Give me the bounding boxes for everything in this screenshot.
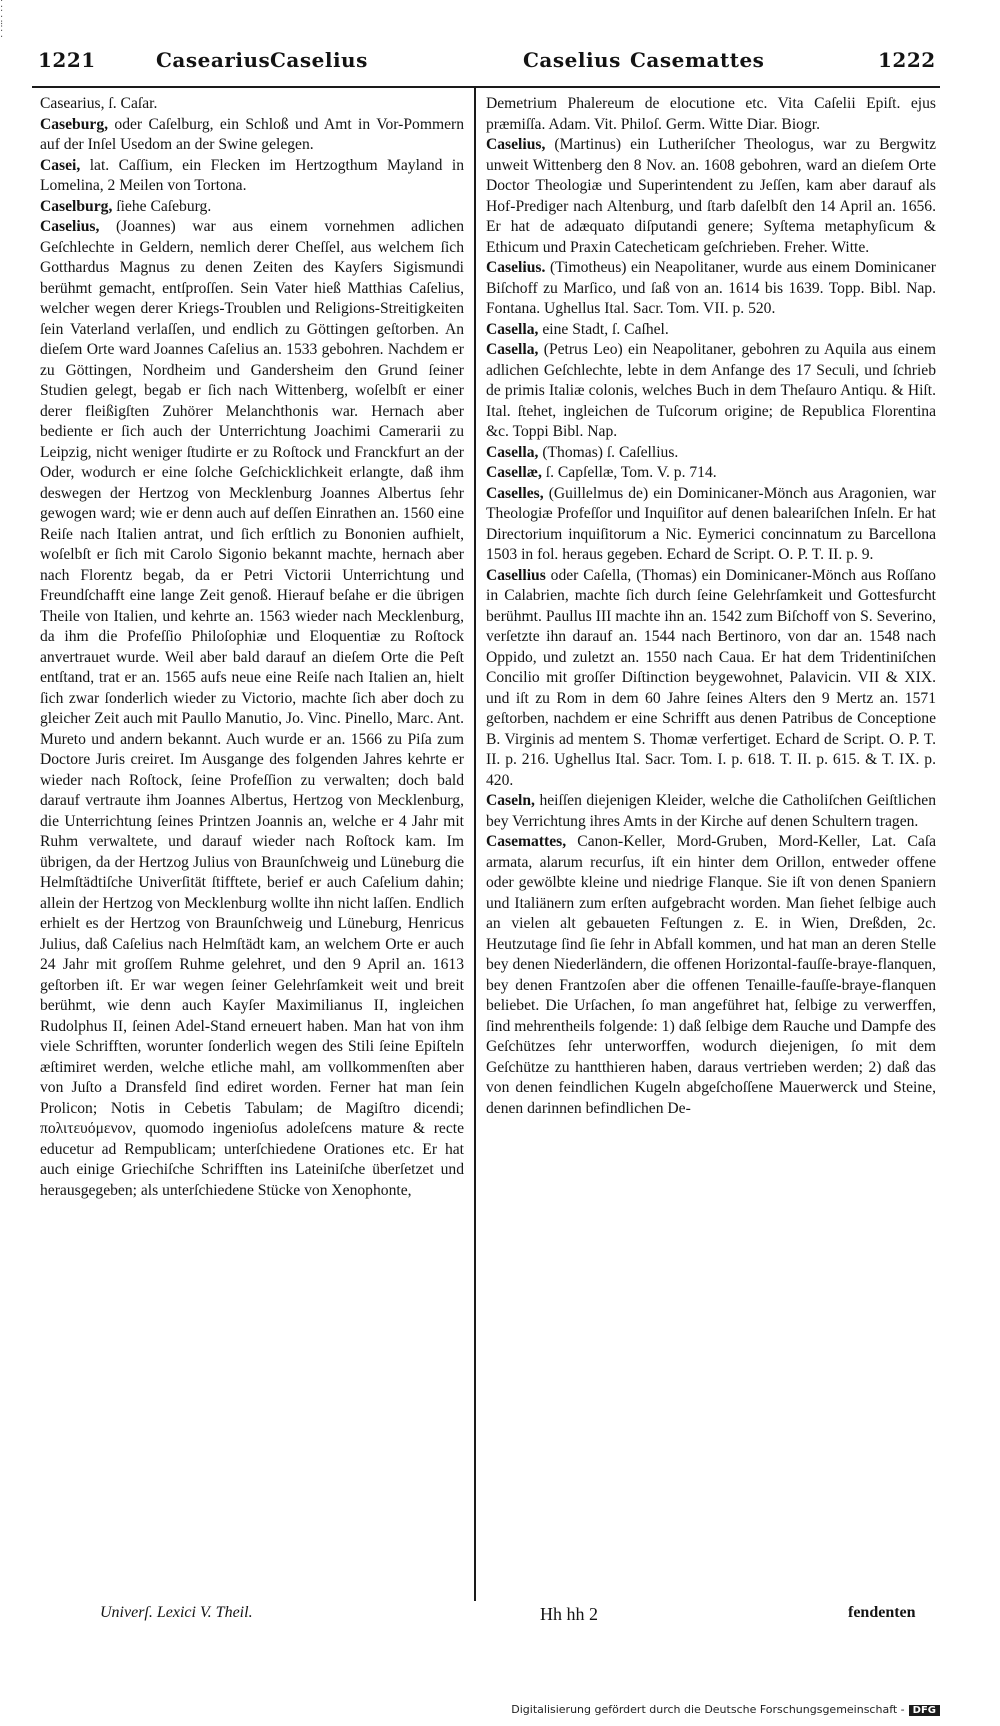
entry-text: (Timotheus) ein Neapolitaner, wurde aus einem Dominicaner Biſchoff zu Marſico, und ſaß von an. 1614 bis 1639. Topp. Bibl. Nap. Fontana. Ughellus Ital. Sacr. Tom. VII. p. 520. xyxy=(486,259,936,317)
entry-casei xyxy=(40,156,464,197)
gathering-mark: Hh hh 2 xyxy=(540,1604,598,1624)
entry-lemma: Caseln, xyxy=(486,792,535,809)
header-left-term-2: Caselius xyxy=(270,48,368,72)
catchword: fendenten xyxy=(848,1604,916,1621)
dfg-logo: DFG xyxy=(909,1705,940,1716)
entry-lemma: Casella, xyxy=(486,341,539,358)
entry-caselburg xyxy=(40,197,464,218)
header-right-term-2: Casemattes xyxy=(630,48,765,72)
entry-continuation xyxy=(486,94,936,135)
entry-caselius-joannes xyxy=(40,217,464,1201)
entry-caselius-martinus xyxy=(486,135,936,258)
entry-casella-stadt xyxy=(486,320,936,341)
entry-text: eine Stadt, ſ. Caſhel. xyxy=(542,320,669,338)
entry-lemma: Caselles, xyxy=(486,484,544,502)
entry-text: (Petrus Leo) ein Neapolitaner, gebohren zu Aquila aus einem adlichen Geſchlechte, lebte in dem Anfange des 17 Seculi, und ſchrieb de primis Italiæ colonis, welches Buch in dem Theſauro Antiqu. & Hiſt. Ital. ſtehet, ingleichen de Tuſcorum origine; de Republica Florentina &c. Toppi Bibl. Nap. xyxy=(486,341,936,440)
entry-lemma: Casella, xyxy=(486,320,539,338)
entry-text: lat. Caſſium, ein Flecken im Hertzogthum Mayland in Lomelina, 2 Meilen von Tortona. xyxy=(40,156,464,194)
entry-casemattes xyxy=(486,832,936,1119)
entry-caseln xyxy=(486,791,936,832)
entry-text: (Thomas) ſ. Caſellius. xyxy=(542,443,679,461)
header-rule xyxy=(32,86,940,88)
entry-text: heiſſen diejenigen Kleider, welche die Catholiſchen Geiſtlichen bey Verrichtung ihres Amts in der Kirche auf denen Schultern tragen. xyxy=(486,792,936,830)
running-header xyxy=(30,48,940,84)
entry-lemma: Casellæ, xyxy=(486,464,542,481)
entry-lemma: Caselburg, xyxy=(40,197,113,215)
column-divider xyxy=(474,88,476,1601)
digitization-credit xyxy=(420,1703,940,1716)
entry-caselius-timotheus xyxy=(486,258,936,320)
entry-caseburg xyxy=(40,115,464,156)
volume-signature: Univerſ. Lexici V. Theil. xyxy=(100,1604,253,1621)
page-number-right: 1222 xyxy=(878,48,936,72)
entry-text: ſiehe Caſeburg. xyxy=(116,197,212,215)
entry-casellae xyxy=(486,463,936,484)
entry-lemma: Casei, xyxy=(40,156,81,174)
entry-casearius xyxy=(40,94,464,115)
entry-casella-thomas xyxy=(486,443,936,464)
entry-lemma: Casella, xyxy=(486,443,539,461)
entry-lemma: Caselius, xyxy=(40,218,100,235)
page-number-left: 1221 xyxy=(38,48,96,72)
entry-casella-petrus-leo xyxy=(486,340,936,443)
credit-text: Digitalisierung gefördert durch die Deutsche Forschungsgemeinschaft - xyxy=(511,1703,905,1716)
entry-text: ſ. Capſellæ, Tom. V. p. 714. xyxy=(545,464,717,481)
entry-text: Canon-Keller, Mord-Gruben, Mord-Keller, Lat. Caſa armata, alarum recurſus, iſt ein hinter dem Orillon, entweder offene oder gewölbte kleine und niedrige Flanque. Sie iſt von denen Spaniern und Italiänern zum erſten aufgebracht worden. Man ſiehet ſelbige auch an vielen alt gebaueten Feſtungen z. E. in Wien, Dreßden, 2c. Heutzutage ſind ſie ſehr in Abfall kommen, und hat man an deren Stelle bey denen Niederländern, die offenen Horizontal-fauſſe-braye-flanquen, bey denen Frantzoſen aber die offenen Tenaille-fauſſe-braye-flanquen beliebet. Die Urſachen, ſo man angeführet hat, ſelbige zu verwerffen, ſind mehrentheils folgende: 1) daß ſelbige dem Rauche und Dampfe des Geſchützes ſehr unterworffen, wodurch diejenigen, ſo mit dem Geſchütze zu hantthieren haben, daraus vertrieben werden; 2) daß das von denen feindlichen Kugeln abgeſchoſſene Mauerwerck und Steine, denen darinnen befindlichen De- xyxy=(486,833,936,1117)
header-right-term-1: Caselius xyxy=(523,48,621,72)
entry-text: oder Caſelburg, ein Schloß und Amt in Vor-Pommern auf der Inſel Usedom an der Swine gelegen. xyxy=(40,115,464,153)
entry-text: Casearius, ſ. Caſar. xyxy=(40,95,158,112)
entry-text: (Guillelmus de) ein Dominicaner-Mönch aus Aragonien, war Theologiæ Profeſſor und Inquiſitor auf denen baleariſchen Inſeln. Er hat Directorium inquiſitorum a Nic. Eymerici concinnatum zu Barcellona 1503 in fol. heraus gegeben. Echard de Script. O. P. T. II. p. 9. xyxy=(486,484,937,563)
entry-lemma: Caseburg, xyxy=(40,115,109,133)
margin-marks: ⁚ ⁚ ⁝ ⁚ xyxy=(0,0,4,40)
left-column xyxy=(40,94,464,1201)
entry-text: (Martinus) ein Lutheriſcher Theologus, war zu Bergwitz unweit Wittenberg den 8 Nov. an. 1608 gebohren, ward an dieſem Orte Doctor Theologiæ und Superintendent zu Jeſſen, kam aber darauf als Hof-Prediger nach Altenburg, und ſtarb daſelbſt den 14 April an. 1656. Er hat de adæquato diſputandi genere; Syſtema metaphyſicum & Ethicum und Praxin Catecheticam geſchrieben. Freher. Witte. xyxy=(486,136,936,256)
entry-lemma: Casemattes, xyxy=(486,833,567,850)
entry-lemma: Casellius xyxy=(486,566,546,584)
entry-lemma: Caselius. xyxy=(486,259,546,276)
entry-caselles xyxy=(486,484,936,566)
right-column xyxy=(486,94,936,1119)
header-left-term-1: Casearius xyxy=(156,48,271,72)
entry-casellius xyxy=(486,566,936,792)
entry-text: oder Caſella, (Thomas) ein Dominicaner-Mönch aus Roſſano in Calabrien, machte ſich durch ſeine Gelehrſamkeit und Gottesfurcht berühmt. Paullus III machte ihn an. 1542 zum Biſchoff von S. Severino, verſetzte ihn darauf an. 1544 nach Bertinoro, von dar an. 1548 nach Oppido, und zuletzt an. 1550 nach Caua. Er hat dem Tridentiniſchen Concilio mit groſſer Diſtinction beygewohnet, Palavicin. VII & XIX. und iſt zu Rom in dem 60 Jahre ſeines Alters den 9 Mertz an. 1571 geſtorben, nachdem er eine Schrifft aus denen Patribus de Conceptione B. Virginis ad mentem S. Thomæ verfertiget. Echard de Script. O. P. T. II. p. 216. Ughellus Ital. Sacr. Tom. I. p. 618. T. II. p. 615. & T. IX. p. 420. xyxy=(486,566,936,789)
entry-lemma: Caselius, xyxy=(486,136,546,153)
entry-text: (Joannes) war aus einem vornehmen adlichen Geſchlechte in Geldern, nemlich derer Cheſſel, aus welchem ſich Gotthardus Magnus zu denen Zeiten des Kayſers Sigismundi berühmt gemacht, entſproſſen. Sein Vater hieß Matthias Caſelius, welcher wegen derer Kriegs-Troublen und Religions-Streitigkeiten ſein Vaterland verlaſſen, und endlich zu Göttingen geſtorben. An dieſem Orte ward Joannes Caſelius an. 1533 gebohren. Nachdem er zu Göttingen, Nordheim und Gandersheim den Grund ſeiner Studien gelegt, begab er ſich nach Wittenberg, woſelbſt er einer derer fleißigſten Zuhörer Melanchthonis war. Hernach aber bediente er ſich auch der Unterrichtung Joachimi Camerarii zu Leipzig, nicht weniger ſtudirte er zu Roſtock und Franckfurt an der Oder, wodurch er eine ſolche Geſchicklichkeit erlangte, daß ihm deswegen der Hertzog von Mecklenburg Joannes Albertus ſehr gewogen ward; wie er denn auch auf deſſen Einrathen an. 1560 eine Reiſe nach Italien antrat, und ſich erſtlich zu Bononien aufhielt, woſelbſt er ſich mit Carolo Sigonio bekannt machte, hernach aber nach Florentz begab, da er Petri Victorii Unterrichtung und Freundſchafft eine lange Zeit genoß. Hierauf beſahe er die übrigen Theile von Italien, und kehrte an. 1563 wieder nach Mecklenburg, da ihm die Profeſſio Philoſophiæ und Eloquentiæ zu Roſtock anvertrauet wurde. Weil aber bald darauf an dieſem Orte die Peſt entſtand, trat er an. 1565 aufs neue eine Reiſe nach Italien an, hielt ſich zwar ſonderlich wieder zu Victorio, machte ſich aber doch zu gleicher Zeit auch mit Paullo Manutio, Jo. Vinc. Pinello, Marc. Ant. Mureto und andern bekannt. Auch wurde er an. 1566 zu Piſa zum Doctore Juris creiret. Im Ausgange des folgenden Jahres kehrte er wieder nach Roſtock, ſeine Profeſſion zu verwalten; doch bald darauf vertraute ihm Joannes Albertus, Hertzog von Mecklenburg, die Unterrichtung ſeines Printzen Joannis an, welche er 4 Jahr mit Ruhm verwaltete, und darauf wieder nach Roſtock kam. Im übrigen, da der Hertzog Julius von Braunſchweig und Lüneburg die Helmſtädtiſche Univerſität ſtifftete, berief er auch Caſelium dahin; allein der Hertzog von Mecklenburg wollte ihn nicht laſſen. Endlich erhielt es der Hertzog von Braunſchweig und Lüneburg, Henricus Julius, daß Caſelius nach Helmſtädt kam, an welchem Orte er auch 24 Jahr mit groſſem Ruhme gelehret, und den 9 April an. 1613 geſtorben iſt. Er war wegen ſeiner Gelehrſamkeit weit und breit berühmt, wie denn auch Kayſer Maximilianus II, ingleichen Rudolphus II, ſeinen Adel-Stand erneuert haben. Man hat von ihm viele Schrifften, worunter ſonderlich wegen des Stili ſeine Epiſteln æſtimiret werden, welche etliche mahl, am vollkommenſten aber von Juſto a Dransfeld ſind ediret worden. Ferner hat man ſein Prolicon; Notis in Cebetis Tabulam; de Magiſtro dicendi; πολιτευόμενον, quomodo ingenioſus adoleſcens mature & recte educetur ad Rempublicam; unterſchiedene Orationes etc. Er hat auch einige Griechiſche Schrifften ins Lateiniſche überſetzet und herausgegeben; als unterſchiedene Stücke von Xenophonte, xyxy=(40,218,464,1199)
entry-text: Demetrium Phalereum de elocutione etc. Vita Caſelii Epiſt. ejus præmiſſa. Adam. Vit. Philoſ. Germ. Witte Diar. Biogr. xyxy=(486,95,936,133)
